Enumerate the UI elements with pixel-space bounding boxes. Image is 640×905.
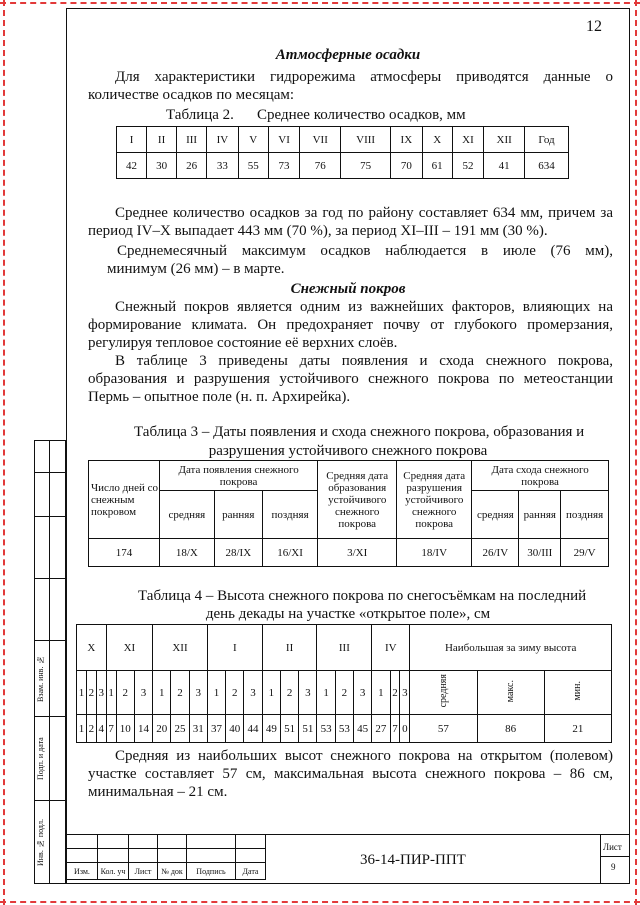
title-block-left: [66, 834, 266, 880]
snow-height-cell: 2: [86, 715, 96, 743]
decade-cell: 2: [335, 671, 353, 715]
table2-label: Таблица 2.: [166, 107, 234, 123]
decade-cell: 3: [244, 671, 262, 715]
snow-height-cell: 53: [317, 715, 335, 743]
table3-cell: 28/IX: [214, 539, 262, 567]
decade-cell: 3: [400, 671, 410, 715]
header-cell: XI: [452, 127, 484, 153]
stamp-label: Лист: [129, 863, 158, 880]
stamp-label: Изм.: [67, 863, 98, 880]
side-label-inv: Инв. № подл.: [36, 819, 45, 867]
stamp-label: Подпись: [187, 863, 236, 880]
table3-cell: 26/IV: [472, 539, 519, 567]
max-sub-label: средняя: [437, 674, 449, 708]
snow-height-cell: 37: [207, 715, 225, 743]
decade-cell: 1: [153, 671, 171, 715]
table4-caption-line1: Таблица 4 – Высота снежного покрова по снегосъёмкам на последний: [138, 588, 587, 604]
snow-p1-line2: формирование климата. Он предохраняет почву от глубокого промерзания,: [88, 317, 613, 333]
header-cell: IV: [207, 127, 239, 153]
precipitation-table: [116, 126, 569, 179]
document-code: 36-14-ПИР-ППТ: [360, 852, 466, 868]
value-cell: 75: [341, 153, 391, 179]
side-rule: [34, 640, 66, 641]
intro-line-2: количестве осадков по месяцам:: [88, 87, 295, 103]
col-days-header: Число дней со снежным покровом: [89, 461, 160, 539]
snow-height-cell: 51: [299, 715, 317, 743]
col-melt-header: Дата схода снежного покрова: [472, 461, 609, 491]
header-cell: VIII: [341, 127, 391, 153]
snow-height-cell: 31: [189, 715, 207, 743]
sheet-label: Лист: [603, 842, 622, 852]
header-cell: VII: [300, 127, 341, 153]
snow-height-cell: 7: [106, 715, 116, 743]
sub-header: ранняя: [214, 491, 262, 539]
sub-header: средняя: [472, 491, 519, 539]
side-rule: [34, 800, 66, 801]
snow-height-cell: 14: [134, 715, 152, 743]
table3-cell: 18/IV: [397, 539, 472, 567]
sheet-box-rule: [600, 856, 630, 857]
month-header: XI: [106, 625, 152, 671]
stamp-label: № док: [158, 863, 187, 880]
snow-p1-line3: регулируя тепловое состояние её верхних слоёв.: [88, 335, 398, 351]
value-cell: 30: [147, 153, 177, 179]
table3-cell: 30/III: [519, 539, 561, 567]
snow-height-cell: 51: [280, 715, 298, 743]
snow-height-cell: 53: [335, 715, 353, 743]
after-line-2: участке составляет 57 см, максимальная высота снежного покрова – 86 см,: [88, 766, 613, 782]
table2-caption: Среднее количество осадков, мм: [257, 107, 466, 123]
sheet-box-divider: [600, 834, 601, 884]
month-header: IV: [372, 625, 410, 671]
decade-cell: 2: [280, 671, 298, 715]
decade-cell: 1: [106, 671, 116, 715]
snow-height-cell: 49: [262, 715, 280, 743]
snow-height-cell: 44: [244, 715, 262, 743]
header-cell: I: [117, 127, 147, 153]
cut-line-top: [0, 2, 640, 4]
snow-height-cell: 40: [226, 715, 244, 743]
side-rule: [34, 472, 66, 473]
table4-caption-line2: день декады на участке «открытое поле», см: [205, 606, 491, 622]
snow-height-cell: 45: [354, 715, 372, 743]
after-line-1: Средняя из наибольших высот снежного покрова на открытом (полевом): [115, 748, 613, 764]
max-sub-label: макс.: [505, 679, 517, 703]
max-sub-header: [410, 671, 477, 715]
decade-cell: 3: [299, 671, 317, 715]
value-cell: 41: [484, 153, 525, 179]
stamp-label: Дата: [236, 863, 266, 880]
decade-cell: 3: [134, 671, 152, 715]
max-sub-header: [477, 671, 544, 715]
section-title-precipitation: Атмосферные осадки: [275, 47, 421, 63]
month-header: III: [317, 625, 372, 671]
snow-height-cell: 57: [410, 715, 477, 743]
value-cell: 61: [422, 153, 452, 179]
para1-line-1: Среднее количество осадков за год по району составляет 634 мм, причем за: [115, 205, 613, 221]
table3-cell: 18/X: [160, 539, 215, 567]
snow-height-cell: 1: [77, 715, 87, 743]
table3-cell: 3/XI: [318, 539, 397, 567]
side-label-podp: Подп. и дата: [36, 737, 45, 781]
snow-height-cell: 4: [96, 715, 106, 743]
para2-line-1: Среднемесячный максимум осадков наблюдается в июле (76 мм),: [117, 243, 613, 259]
header-cell: Год: [525, 127, 569, 153]
value-cell: 634: [525, 153, 569, 179]
max-header: Наибольшая за зиму высота: [410, 625, 612, 671]
para1-line-2: период IV–X выпадает 443 мм (70 %), за период XI–III – 191 мм (30 %).: [88, 223, 548, 239]
header-cell: X: [422, 127, 452, 153]
header-cell: VI: [268, 127, 300, 153]
decade-cell: 3: [354, 671, 372, 715]
cut-line-bottom: [0, 901, 640, 903]
header-cell: V: [238, 127, 268, 153]
snow-height-cell: 21: [544, 715, 611, 743]
decade-cell: 3: [96, 671, 106, 715]
decade-cell: 3: [189, 671, 207, 715]
snow-height-cell: 27: [372, 715, 390, 743]
table3-cell: 174: [89, 539, 160, 567]
decade-cell: 2: [171, 671, 189, 715]
cut-line-left: [3, 0, 5, 905]
snow-p2-line3: Пермь – опытное поле (н. п. Архирейка).: [88, 389, 351, 405]
decade-cell: 1: [207, 671, 225, 715]
value-cell: 33: [207, 153, 239, 179]
decade-cell: 2: [86, 671, 96, 715]
month-header: XII: [153, 625, 208, 671]
header-cell: XII: [484, 127, 525, 153]
table3-cell: 29/V: [561, 539, 609, 567]
sub-header: поздняя: [561, 491, 609, 539]
col-form-header: Средняя дата образования устойчивого снежного покрова: [318, 461, 397, 539]
side-rule: [34, 578, 66, 579]
decade-cell: 1: [317, 671, 335, 715]
month-header: I: [207, 625, 262, 671]
decade-cell: 2: [226, 671, 244, 715]
snow-height-cell: 86: [477, 715, 544, 743]
table3-caption-line1: Таблица 3 – Даты появления и схода снежного покрова, образования и: [134, 424, 585, 440]
decade-cell: 1: [262, 671, 280, 715]
intro-line-1: Для характеристики гидрорежима атмосферы приводятся данные о: [115, 69, 613, 85]
snow-dates-table: [88, 460, 609, 567]
cut-line-right: [635, 0, 637, 905]
snow-height-cell: 20: [153, 715, 171, 743]
value-cell: 73: [268, 153, 300, 179]
value-cell: 76: [300, 153, 341, 179]
snow-height-cell: 0: [400, 715, 410, 743]
value-cell: 52: [452, 153, 484, 179]
month-header: II: [262, 625, 317, 671]
month-header: X: [77, 625, 107, 671]
decade-cell: 2: [116, 671, 134, 715]
side-rule: [34, 516, 66, 517]
snow-height-table: [76, 624, 612, 743]
page-number: 12: [586, 18, 602, 35]
table3-cell: 16/XI: [262, 539, 317, 567]
decade-cell: 1: [372, 671, 390, 715]
snow-height-cell: 7: [390, 715, 400, 743]
table3-caption-line2: разрушения устойчивого снежного покрова: [208, 443, 488, 459]
snow-p1-line1: Снежный покров является одним из важнейших факторов, влияющих на: [115, 299, 613, 315]
header-cell: II: [147, 127, 177, 153]
snow-p2-line2: образования и разрушения устойчивого снежного покрова по метеостанции: [88, 371, 613, 387]
side-rule: [34, 716, 66, 717]
side-divider: [49, 440, 50, 884]
section-title-snow: Снежный покров: [290, 281, 406, 297]
max-sub-label: мин.: [572, 681, 584, 701]
sub-header: средняя: [160, 491, 215, 539]
after-line-3: минимальная – 21 см.: [88, 784, 228, 800]
value-cell: 42: [117, 153, 147, 179]
col-destroy-header: Средняя дата разрушения устойчивого снежного покрова: [397, 461, 472, 539]
sheet-number: 9: [611, 862, 616, 872]
sub-header: поздняя: [262, 491, 317, 539]
stamp-label: Кол. уч: [98, 863, 129, 880]
snow-height-cell: 25: [171, 715, 189, 743]
snow-height-cell: 10: [116, 715, 134, 743]
max-sub-header: [544, 671, 611, 715]
side-label-vzam: Взам. инв. №: [36, 655, 45, 703]
snow-p2-line1: В таблице 3 приведены даты появления и схода снежного покрова,: [115, 353, 613, 369]
col-appear-header: Дата появления снежного покрова: [160, 461, 318, 491]
header-cell: IX: [391, 127, 423, 153]
sub-header: ранняя: [519, 491, 561, 539]
decade-cell: 2: [390, 671, 400, 715]
header-cell: III: [177, 127, 207, 153]
para2-line-2: минимум (26 мм) – в марте.: [107, 261, 285, 277]
decade-cell: 1: [77, 671, 87, 715]
value-cell: 70: [391, 153, 423, 179]
value-cell: 26: [177, 153, 207, 179]
value-cell: 55: [238, 153, 268, 179]
